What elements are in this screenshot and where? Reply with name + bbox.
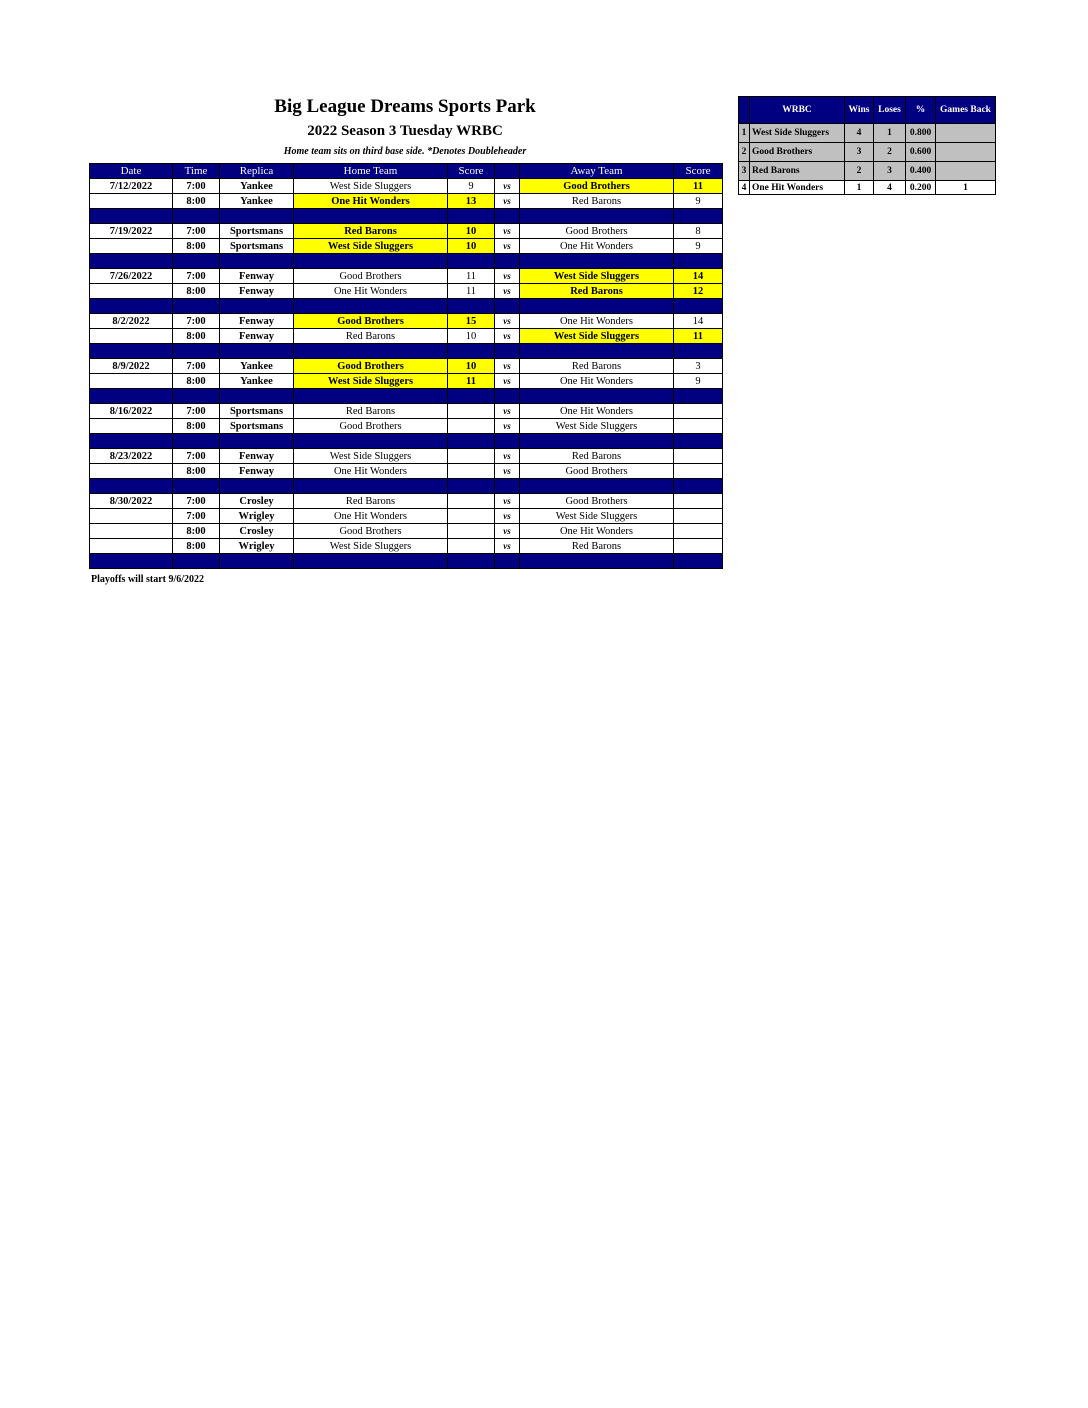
game-replica: Fenway (220, 449, 294, 464)
separator-cell (448, 554, 495, 569)
separator-cell (495, 389, 520, 404)
vs-label: vs (495, 374, 520, 389)
separator-cell (220, 554, 294, 569)
home-team: Good Brothers (294, 419, 448, 434)
game-replica: Wrigley (220, 539, 294, 554)
game-date: 8/16/2022 (90, 404, 173, 419)
away-score (674, 494, 723, 509)
separator-cell (520, 344, 674, 359)
away-team: Good Brothers (520, 464, 674, 479)
home-score (448, 539, 495, 554)
schedule-note: Home team sits on third base side. *Denotes Doubleheader (283, 146, 527, 157)
home-team: Good Brothers (294, 314, 448, 329)
standings-rank: 4 (739, 181, 750, 195)
standings-header-row (739, 97, 996, 124)
game-replica: Crosley (220, 524, 294, 539)
vs-label: vs (495, 449, 520, 464)
standings-table (738, 96, 996, 195)
away-team: Good Brothers (520, 179, 674, 194)
game-row (90, 329, 723, 344)
away-score (674, 449, 723, 464)
separator-cell (674, 554, 723, 569)
separator-cell (448, 254, 495, 269)
standings-row (739, 124, 996, 143)
separator-cell (674, 479, 723, 494)
separator-cell (495, 299, 520, 314)
separator-cell (520, 434, 674, 449)
game-time: 7:00 (173, 404, 220, 419)
separator-cell (220, 254, 294, 269)
game-date (90, 374, 173, 389)
vs-label: vs (495, 194, 520, 209)
game-time: 8:00 (173, 419, 220, 434)
game-time: 8:00 (173, 239, 220, 254)
game-date: 8/23/2022 (90, 449, 173, 464)
separator-cell (294, 254, 448, 269)
separator-cell (173, 254, 220, 269)
week-separator (90, 434, 723, 449)
separator-cell (220, 209, 294, 224)
separator-cell (220, 479, 294, 494)
vs-label: vs (495, 329, 520, 344)
home-score (448, 464, 495, 479)
standings-loses: 1 (874, 124, 906, 143)
standings-games-back (936, 162, 996, 181)
home-score (448, 494, 495, 509)
schedule-table (89, 163, 723, 569)
vs-label: vs (495, 359, 520, 374)
game-row (90, 494, 723, 509)
separator-cell (674, 434, 723, 449)
separator-cell (294, 434, 448, 449)
home-score (448, 449, 495, 464)
away-score: 11 (674, 179, 723, 194)
separator-cell (90, 479, 173, 494)
home-team: Good Brothers (294, 524, 448, 539)
standings-loses: 4 (874, 181, 906, 195)
separator-cell (220, 434, 294, 449)
standings-pct: 0.600 (906, 143, 936, 162)
game-row (90, 269, 723, 284)
away-score (674, 464, 723, 479)
home-team: West Side Sluggers (294, 374, 448, 389)
standings-row (739, 162, 996, 181)
game-date (90, 329, 173, 344)
away-score: 9 (674, 239, 723, 254)
game-date (90, 284, 173, 299)
vs-label: vs (495, 419, 520, 434)
game-replica: Fenway (220, 269, 294, 284)
separator-cell (220, 299, 294, 314)
game-row (90, 464, 723, 479)
game-date (90, 539, 173, 554)
away-team: West Side Sluggers (520, 509, 674, 524)
away-score: 14 (674, 269, 723, 284)
away-team: Red Barons (520, 539, 674, 554)
separator-cell (294, 479, 448, 494)
separator-cell (520, 254, 674, 269)
away-team: West Side Sluggers (520, 329, 674, 344)
standings-games-back: 1 (936, 181, 996, 195)
separator-cell (674, 344, 723, 359)
standings-team: One Hit Wonders (750, 181, 845, 195)
away-score (674, 419, 723, 434)
game-date: 8/9/2022 (90, 359, 173, 374)
home-team: Red Barons (294, 224, 448, 239)
home-team: One Hit Wonders (294, 194, 448, 209)
separator-cell (220, 344, 294, 359)
col-away-score: Score (674, 164, 723, 179)
page-title: Big League Dreams Sports Park (274, 96, 536, 117)
game-row (90, 509, 723, 524)
away-score (674, 539, 723, 554)
game-date (90, 464, 173, 479)
standings-pct: 0.400 (906, 162, 936, 181)
game-replica: Sportsmans (220, 419, 294, 434)
away-score: 9 (674, 194, 723, 209)
schedule-header-row (90, 164, 723, 179)
separator-cell (90, 344, 173, 359)
separator-cell (448, 344, 495, 359)
vs-label: vs (495, 494, 520, 509)
week-separator (90, 554, 723, 569)
home-team: Good Brothers (294, 359, 448, 374)
home-score (448, 509, 495, 524)
standings-games-back (936, 143, 996, 162)
home-score: 15 (448, 314, 495, 329)
game-date (90, 524, 173, 539)
home-team: West Side Sluggers (294, 179, 448, 194)
away-score: 11 (674, 329, 723, 344)
game-row (90, 524, 723, 539)
game-time: 8:00 (173, 374, 220, 389)
separator-cell (90, 209, 173, 224)
separator-cell (448, 209, 495, 224)
separator-cell (520, 209, 674, 224)
separator-cell (173, 209, 220, 224)
standings-col-wins: Wins (845, 97, 874, 124)
separator-cell (495, 554, 520, 569)
away-team: Red Barons (520, 449, 674, 464)
page-subtitle: 2022 Season 3 Tuesday WRBC (307, 123, 503, 139)
separator-cell (173, 389, 220, 404)
separator-cell (173, 479, 220, 494)
game-time: 8:00 (173, 524, 220, 539)
separator-cell (674, 209, 723, 224)
game-date (90, 419, 173, 434)
separator-cell (674, 389, 723, 404)
away-team: West Side Sluggers (520, 269, 674, 284)
home-score: 10 (448, 239, 495, 254)
home-team: West Side Sluggers (294, 449, 448, 464)
separator-cell (520, 554, 674, 569)
col-home-team: Home Team (294, 164, 448, 179)
standings-loses: 3 (874, 162, 906, 181)
away-score: 12 (674, 284, 723, 299)
standings-wins: 1 (845, 181, 874, 195)
separator-cell (520, 389, 674, 404)
standings-games-back (936, 124, 996, 143)
separator-cell (173, 299, 220, 314)
week-separator (90, 344, 723, 359)
vs-label: vs (495, 464, 520, 479)
separator-cell (674, 299, 723, 314)
home-score: 11 (448, 284, 495, 299)
col-time: Time (173, 164, 220, 179)
game-row (90, 374, 723, 389)
away-score: 14 (674, 314, 723, 329)
vs-label: vs (495, 224, 520, 239)
separator-cell (90, 389, 173, 404)
vs-label: vs (495, 179, 520, 194)
home-team: West Side Sluggers (294, 239, 448, 254)
game-time: 8:00 (173, 194, 220, 209)
home-score (448, 404, 495, 419)
home-score: 11 (448, 269, 495, 284)
game-time: 7:00 (173, 269, 220, 284)
away-team: One Hit Wonders (520, 374, 674, 389)
game-replica: Yankee (220, 374, 294, 389)
game-replica: Crosley (220, 494, 294, 509)
home-team: One Hit Wonders (294, 464, 448, 479)
game-row (90, 179, 723, 194)
separator-cell (90, 554, 173, 569)
away-score (674, 404, 723, 419)
game-row (90, 449, 723, 464)
away-score (674, 509, 723, 524)
game-time: 7:00 (173, 224, 220, 239)
game-replica: Fenway (220, 329, 294, 344)
separator-cell (173, 344, 220, 359)
week-separator (90, 479, 723, 494)
away-team: One Hit Wonders (520, 239, 674, 254)
standings-row (739, 181, 996, 195)
game-replica: Yankee (220, 194, 294, 209)
away-team: Red Barons (520, 284, 674, 299)
away-team: Good Brothers (520, 494, 674, 509)
separator-cell (448, 434, 495, 449)
home-team: Red Barons (294, 329, 448, 344)
game-date: 7/12/2022 (90, 179, 173, 194)
standings-wins: 2 (845, 162, 874, 181)
separator-cell (495, 434, 520, 449)
standings-col-pct: % (906, 97, 936, 124)
game-time: 7:00 (173, 359, 220, 374)
game-date (90, 194, 173, 209)
game-row (90, 419, 723, 434)
game-replica: Sportsmans (220, 404, 294, 419)
separator-cell (448, 479, 495, 494)
standings-team: Good Brothers (750, 143, 845, 162)
away-score: 9 (674, 374, 723, 389)
separator-cell (520, 479, 674, 494)
game-date: 7/26/2022 (90, 269, 173, 284)
away-team: Red Barons (520, 359, 674, 374)
game-time: 8:00 (173, 539, 220, 554)
game-replica: Wrigley (220, 509, 294, 524)
separator-cell (294, 389, 448, 404)
home-score: 10 (448, 359, 495, 374)
game-replica: Fenway (220, 284, 294, 299)
separator-cell (294, 554, 448, 569)
home-team: West Side Sluggers (294, 539, 448, 554)
game-replica: Sportsmans (220, 239, 294, 254)
game-row (90, 359, 723, 374)
away-score: 3 (674, 359, 723, 374)
game-row (90, 314, 723, 329)
away-team: One Hit Wonders (520, 404, 674, 419)
separator-cell (294, 209, 448, 224)
separator-cell (495, 344, 520, 359)
vs-label: vs (495, 524, 520, 539)
separator-cell (495, 479, 520, 494)
game-row (90, 194, 723, 209)
separator-cell (220, 389, 294, 404)
week-separator (90, 254, 723, 269)
home-score: 9 (448, 179, 495, 194)
week-separator (90, 389, 723, 404)
home-score: 11 (448, 374, 495, 389)
separator-cell (173, 434, 220, 449)
standings-wins: 3 (845, 143, 874, 162)
separator-cell (448, 299, 495, 314)
standings-col-games-back: Games Back (936, 97, 996, 124)
separator-cell (90, 254, 173, 269)
standings-pct: 0.200 (906, 181, 936, 195)
separator-cell (90, 434, 173, 449)
standings-col-rank (739, 97, 750, 124)
game-replica: Yankee (220, 359, 294, 374)
standings-team: Red Barons (750, 162, 845, 181)
game-date: 8/2/2022 (90, 314, 173, 329)
home-team: Good Brothers (294, 269, 448, 284)
separator-cell (90, 299, 173, 314)
col-date: Date (90, 164, 173, 179)
away-score: 8 (674, 224, 723, 239)
game-time: 8:00 (173, 464, 220, 479)
week-separator (90, 209, 723, 224)
game-date (90, 509, 173, 524)
home-team: Red Barons (294, 404, 448, 419)
separator-cell (294, 299, 448, 314)
away-team: One Hit Wonders (520, 314, 674, 329)
game-row (90, 239, 723, 254)
home-score: 10 (448, 329, 495, 344)
game-date: 7/19/2022 (90, 224, 173, 239)
standings-rank: 1 (739, 124, 750, 143)
standings-row (739, 143, 996, 162)
away-score (674, 524, 723, 539)
separator-cell (448, 389, 495, 404)
home-score: 13 (448, 194, 495, 209)
vs-label: vs (495, 239, 520, 254)
separator-cell (674, 254, 723, 269)
separator-cell (495, 254, 520, 269)
standings-team: West Side Sluggers (750, 124, 845, 143)
game-time: 7:00 (173, 494, 220, 509)
game-row (90, 284, 723, 299)
home-score (448, 524, 495, 539)
vs-label: vs (495, 539, 520, 554)
schedule-body (90, 179, 723, 569)
game-replica: Fenway (220, 464, 294, 479)
away-team: West Side Sluggers (520, 419, 674, 434)
game-time: 7:00 (173, 509, 220, 524)
game-time: 8:00 (173, 329, 220, 344)
away-team: Red Barons (520, 194, 674, 209)
col-vs (495, 164, 520, 179)
home-team: Red Barons (294, 494, 448, 509)
standings-col-loses: Loses (874, 97, 906, 124)
game-replica: Yankee (220, 179, 294, 194)
col-away-team: Away Team (520, 164, 674, 179)
vs-label: vs (495, 314, 520, 329)
game-replica: Sportsmans (220, 224, 294, 239)
standings-rank: 2 (739, 143, 750, 162)
game-date (90, 239, 173, 254)
separator-cell (520, 299, 674, 314)
game-row (90, 404, 723, 419)
game-time: 8:00 (173, 284, 220, 299)
separator-cell (294, 344, 448, 359)
game-time: 7:00 (173, 179, 220, 194)
game-replica: Fenway (220, 314, 294, 329)
vs-label: vs (495, 509, 520, 524)
game-time: 7:00 (173, 449, 220, 464)
game-row (90, 224, 723, 239)
week-separator (90, 299, 723, 314)
home-score (448, 419, 495, 434)
separator-cell (495, 209, 520, 224)
standings-loses: 2 (874, 143, 906, 162)
standings-col-team: WRBC (750, 97, 845, 124)
home-team: One Hit Wonders (294, 284, 448, 299)
vs-label: vs (495, 269, 520, 284)
game-row (90, 539, 723, 554)
game-time: 7:00 (173, 314, 220, 329)
col-replica: Replica (220, 164, 294, 179)
separator-cell (173, 554, 220, 569)
away-team: One Hit Wonders (520, 524, 674, 539)
game-date: 8/30/2022 (90, 494, 173, 509)
standings-wins: 4 (845, 124, 874, 143)
playoffs-note: Playoffs will start 9/6/2022 (91, 574, 205, 585)
away-team: Good Brothers (520, 224, 674, 239)
vs-label: vs (495, 284, 520, 299)
standings-pct: 0.800 (906, 124, 936, 143)
col-home-score: Score (448, 164, 495, 179)
vs-label: vs (495, 404, 520, 419)
home-score: 10 (448, 224, 495, 239)
standings-body (739, 124, 996, 195)
standings-rank: 3 (739, 162, 750, 181)
home-team: One Hit Wonders (294, 509, 448, 524)
